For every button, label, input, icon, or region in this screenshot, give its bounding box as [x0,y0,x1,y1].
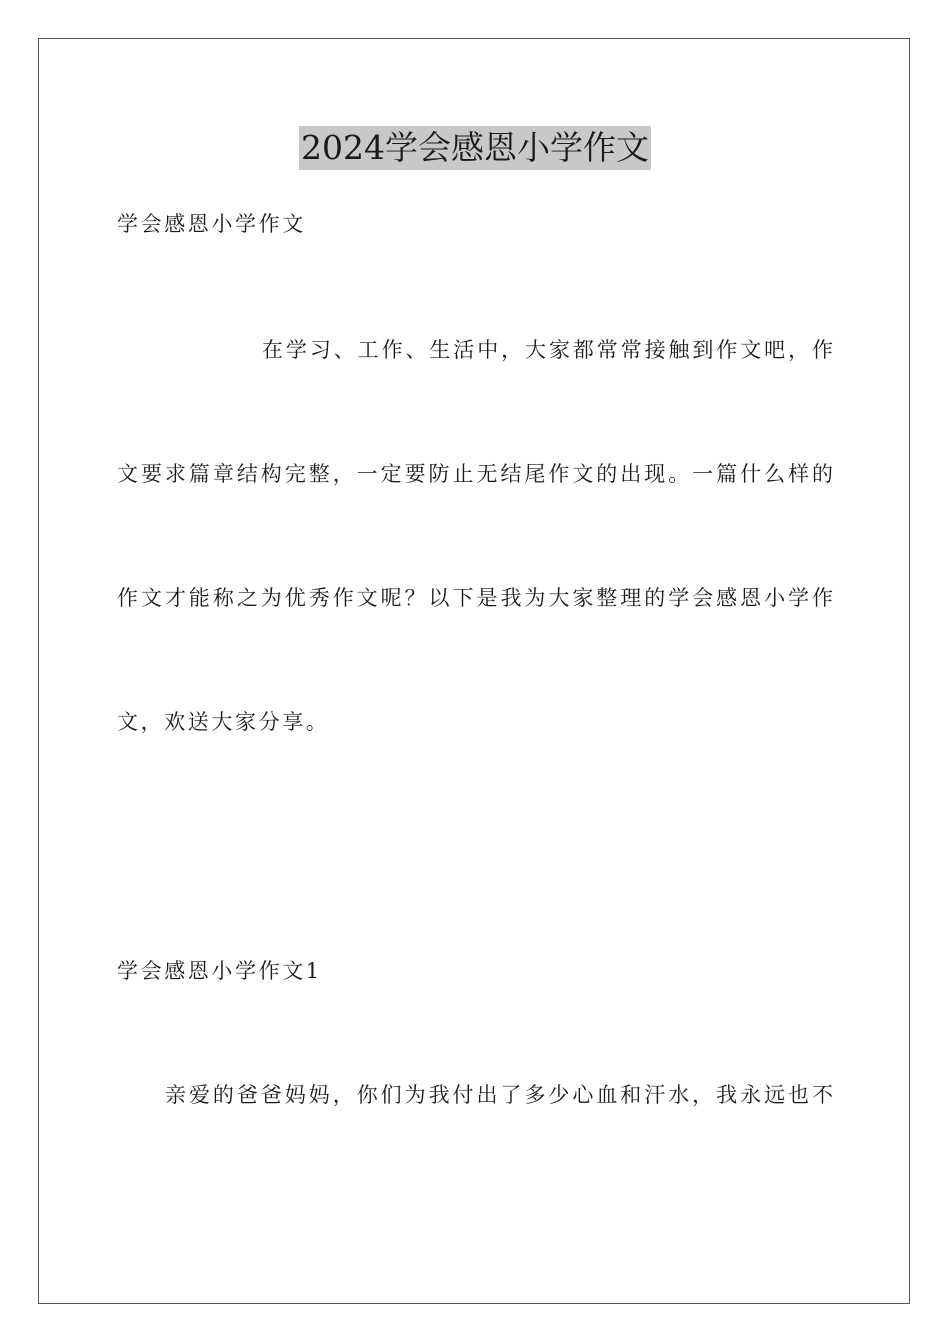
intro-line-1: 在学习、工作、生活中，大家都常常接触到作文吧，作 [262,338,833,362]
intro-line-2: 文要求篇章结构完整，一定要防止无结尾作文的出现。一篇什么样的 [117,462,833,486]
document-subtitle: 学会感恩小学作文 [117,212,306,236]
intro-line-4: 文，欢送大家分享。 [117,710,330,734]
document-title: 2024学会感恩小学作文 [299,126,651,170]
intro-line-3: 作文才能称之为优秀作文呢？以下是我为大家整理的学会感恩小学作 [117,586,833,610]
section-heading: 学会感恩小学作文1 [117,959,322,983]
section-line-1: 亲爱的爸爸妈妈，你们为我付出了多少心血和汗水，我永远也不 [165,1083,833,1107]
title-container [0,126,950,170]
